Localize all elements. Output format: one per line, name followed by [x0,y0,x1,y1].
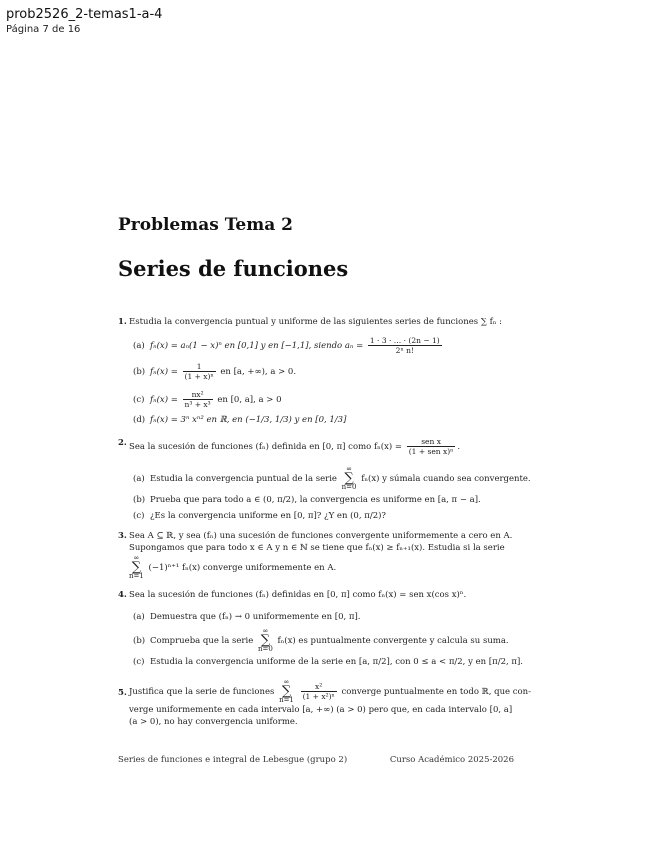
item-text: Demuestra que (fₙ) → 0 uniformemente en [0, π]. [150,612,361,622]
sum-lower: n=1 [279,696,294,704]
footer-year: Curso Académico 2025-2026 [389,755,514,765]
summation-symbol: ∞ ∑ n=1 [279,678,294,704]
fraction-denominator: (1 + x)ⁿ [184,372,214,381]
problem-2 [118,437,514,456]
problem-4-item-c [133,656,523,668]
problem-text-end: . [457,442,461,452]
item-text: Estudia la convergencia puntual de la serie [150,474,337,484]
problem-number: 5. [118,688,127,698]
problem-line: (a > 0), no hay convergencia uniforme. [129,717,298,727]
problem-line [129,555,514,580]
item-label: (b) [133,636,146,646]
item-text-end: fₙ(x) es puntualmente convergente y calcula su suma. [277,636,509,646]
section-heading: Problemas Tema 2 [118,215,293,235]
sum-upper: ∞ [262,627,269,635]
sum-lower: n=1 [129,572,144,580]
sum-upper: ∞ [133,554,140,562]
problem-4 [118,589,514,601]
summation-symbol: ∞ ∑ n=0 [257,627,273,653]
item-text: fₙ(x) = 3ⁿ xⁿ² en ℝ, en (−1/3, 1/3) y en [0, 1/3] [150,415,347,425]
problem-text: converge puntualmente en todo ℝ, que con- [341,687,532,697]
problem-text: Justifica que la serie de funciones [129,687,275,697]
fraction-denominator: n³ + x³ [184,400,211,409]
item-text: ¿Es la convergencia uniforme en [0, π]? ¿Y en (0, π/2)? [150,511,386,521]
problem-statement [129,678,532,728]
fraction [301,682,337,701]
problem-5 [118,678,532,728]
fraction [407,437,456,456]
fraction-denominator: (1 + sen x)ⁿ [408,447,454,456]
item-label: (c) [133,657,145,667]
problem-number: 3. [118,531,127,541]
fraction-numerator: 1 [183,362,216,372]
problem-1 [118,316,514,328]
viewer-header [6,6,162,36]
fraction [183,362,216,381]
problem-text: Sea la sucesión de funciones (fₙ) definida en [0, π] como fₙ(x) = [129,442,403,452]
footer-course: Series de funciones e integral de Lebesgue (grupo 2) [118,755,348,765]
item-label: (a) [133,612,145,622]
problem-1-item-b [133,362,296,381]
problem-1-item-c [133,390,282,409]
item-label: (d) [133,415,146,425]
item-text-end: en [0, a], a > 0 [217,395,282,405]
fraction [183,390,213,409]
item-label: (b) [133,367,146,377]
problem-statement [129,530,514,580]
fraction [368,336,442,355]
problem-line: Sea A ⊆ ℝ, y sea (fₙ) una sucesión de funciones convergente uniformemente a cero en A. [129,531,513,541]
problem-statement: Sea la sucesión de funciones (fₙ) definidas en [0, π] como fₙ(x) = sen x(cos x)ⁿ. [129,590,467,600]
summation-symbol: ∞ ∑ n=0 [341,465,357,491]
sum-lower: n=0 [341,483,357,491]
sum-upper: ∞ [283,678,290,686]
problem-3 [118,530,514,580]
problem-2-item-a [133,466,531,491]
item-label: (a) [133,474,145,484]
item-text-end: fₙ(x) y súmala cuando sea convergente. [361,474,531,484]
problem-2-item-b [133,494,481,506]
problem-line: verge uniformemente en cada intervalo [a, +∞) (a > 0) pero que, en cada intervalo [0, a] [129,705,513,715]
fraction-numerator: 1 · 3 · … · (2n − 1) [369,336,440,345]
fraction-numerator: sen x [407,437,456,447]
item-text: fₙ(x) = aₙ(1 − x)ⁿ en [0,1] y en [−1,1], siendo aₙ = [150,341,364,351]
fraction-denominator: 2ⁿ n! [395,346,414,355]
summation-symbol: ∞ ∑ n=1 [129,554,144,580]
problem-4-item-b [133,628,509,653]
item-text: Estudia la convergencia uniforme de la serie en [a, π/2], con 0 ≤ a < π/2, y en [π/2, π]. [150,657,523,667]
fraction-denominator: (1 + x²)ⁿ [302,692,335,701]
item-text: fₙ(x) = [150,395,178,405]
fraction-numerator: x² [301,682,337,692]
problem-number: 2. [118,438,127,448]
problem-text: (−1)ⁿ⁺¹ fₙ(x) converge uniformemente en A. [148,563,337,573]
sum-upper: ∞ [346,465,352,473]
problem-statement [129,437,514,456]
page-indicator: Página 7 de 16 [6,24,81,35]
problem-statement: Estudia la convergencia puntual y uniforme de las siguientes series de funciones ∑ fₙ : [129,317,502,327]
item-label: (b) [133,495,146,505]
fraction-numerator: nx² [183,390,213,400]
document-filename: prob2526_2-temas1-a-4 [6,7,163,22]
problem-number: 4. [118,590,127,600]
item-text: Comprueba que la serie [150,636,254,646]
problem-line: Supongamos que para todo x ∈ A y n ∈ ℕ se tiene que fₙ(x) ≥ fₙ₊₁(x). Estudia si la serie [129,543,505,553]
problem-1-item-d [133,414,346,426]
problem-number: 1. [118,317,127,327]
item-label: (c) [133,511,145,521]
page-title: Series de funciones [118,256,349,281]
problem-line [129,678,532,704]
item-text: fₙ(x) = [150,367,178,377]
problem-4-item-a [133,611,361,623]
item-label: (c) [133,395,145,405]
item-text: Prueba que para todo a ∈ (0, π/2), la convergencia es uniforme en [a, π − a]. [150,495,481,505]
sum-lower: n=0 [257,645,273,653]
item-text-end: en [a, +∞), a > 0. [220,367,297,377]
problem-1-item-a [133,336,444,355]
problem-2-item-c [133,510,386,522]
item-label: (a) [133,341,145,351]
